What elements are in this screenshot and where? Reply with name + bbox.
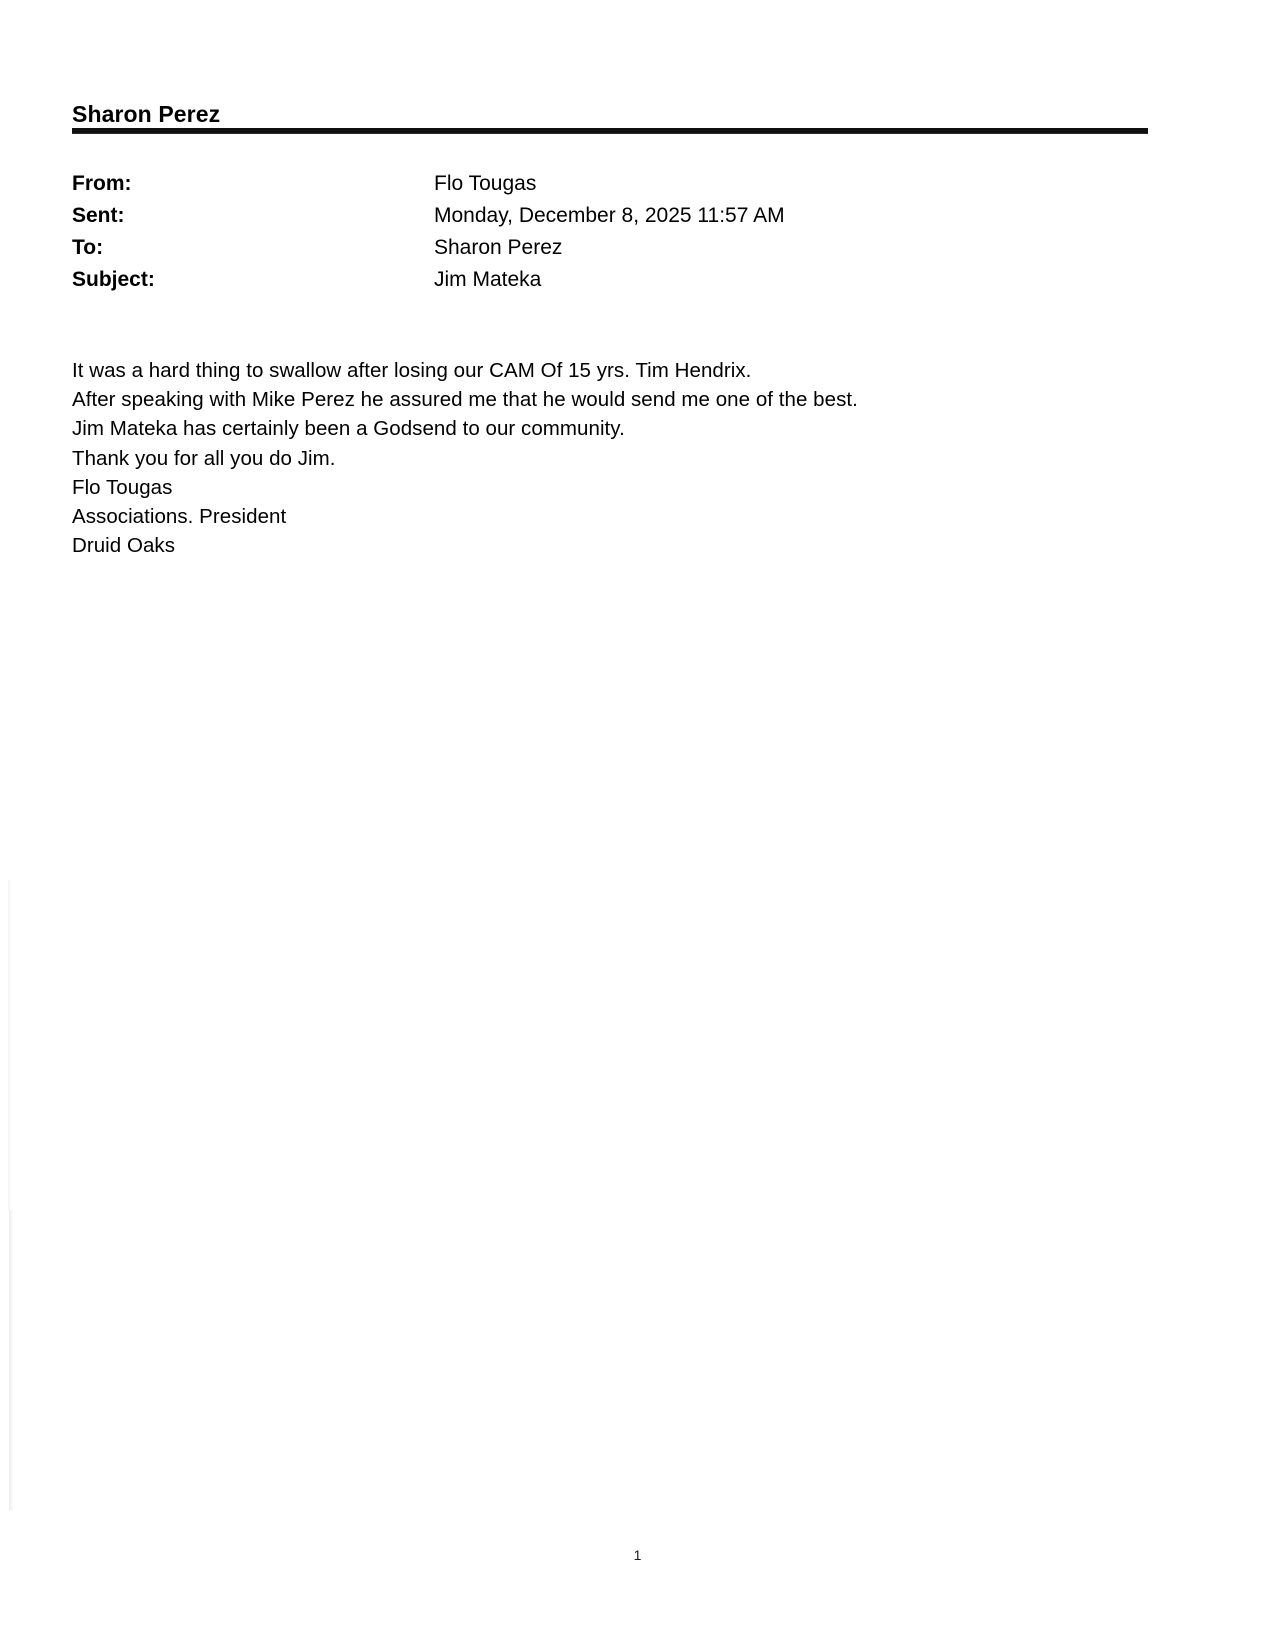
email-body xyxy=(72,356,1082,560)
field-label-to: To: xyxy=(72,236,104,259)
signature-name: Flo Tougas xyxy=(72,475,173,499)
body-line: Jim Mateka has certainly been a Godsend to our community. xyxy=(72,417,625,441)
field-value-from: Flo Tougas xyxy=(434,172,537,195)
field-row-from xyxy=(72,168,972,200)
field-value-subject: Jim Mateka xyxy=(434,268,542,291)
field-row-sent xyxy=(72,200,972,232)
field-label-from: From: xyxy=(72,172,132,195)
field-value-to: Sharon Perez xyxy=(434,236,563,259)
body-line: It was a hard thing to swallow after losing our CAM Of 15 yrs. Tim Hendrix. xyxy=(72,359,752,382)
page-number: 1 xyxy=(633,1547,642,1563)
signature-organization: Druid Oaks xyxy=(72,534,176,558)
body-line: Thank you for all you do Jim. xyxy=(72,446,336,470)
body-line: After speaking with Mike Perez he assured me that he would send me one of the best. xyxy=(72,388,858,412)
signature-title: Associations. President xyxy=(72,505,287,529)
scan-artifact-left xyxy=(8,880,11,1210)
field-value-sent: Monday, December 8, 2025 11:57 AM xyxy=(434,204,785,227)
email-header-fields xyxy=(72,168,972,296)
header-divider-rule xyxy=(72,128,1148,134)
field-row-subject xyxy=(72,264,972,296)
field-label-sent: Sent: xyxy=(72,204,125,227)
field-label-subject: Subject: xyxy=(72,268,155,291)
field-row-to xyxy=(72,232,972,264)
scan-artifact-left-lower xyxy=(9,1210,13,1510)
page-title: Sharon Perez xyxy=(72,101,221,127)
